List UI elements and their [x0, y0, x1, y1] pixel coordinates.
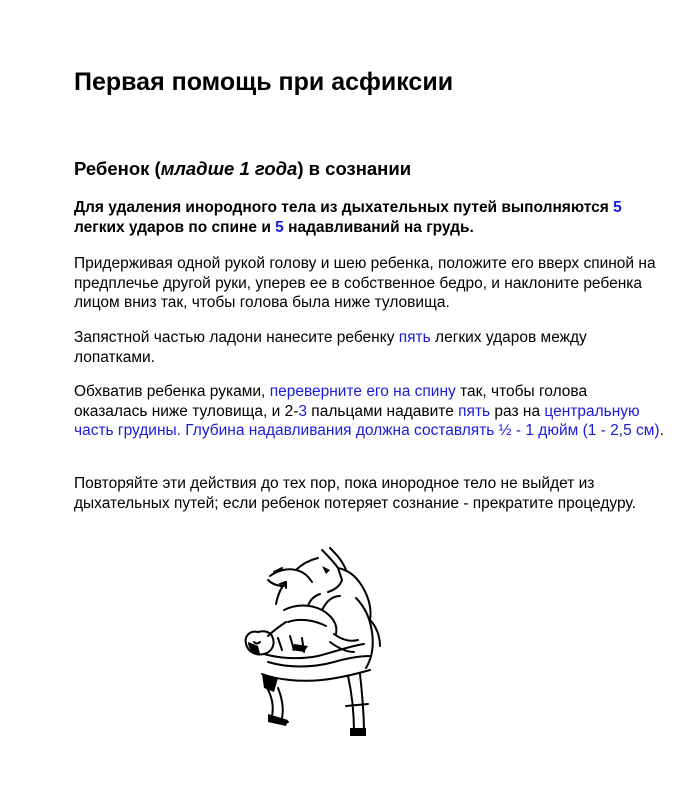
illustration-drawing — [238, 546, 388, 740]
highlight-text: пять — [458, 402, 491, 420]
text-run: Придерживая одной рукой голову и шею ребенка, положите его вверх спиной на предплечье другой руки, уперев ее в собственное бедро, и наклоните ребенка лицом вниз так, чтобы голова была ниже туловища. — [74, 255, 656, 311]
text-run: Повторяйте эти действия до тех пор, пока инородное тело не выйдет из дыхательных путей; если ребенок потеряет сознание - прекратите процедуру. — [74, 475, 636, 512]
highlight-number: 5 — [613, 199, 622, 216]
text-run: Запястной частью ладони нанесите ребенку — [74, 329, 399, 346]
step-paragraph-repeat — [74, 474, 664, 513]
infant-back-blows-illustration — [238, 546, 388, 740]
step-paragraph-chest-thrusts — [74, 382, 664, 441]
page-title: Первая помощь при асфиксии — [74, 68, 454, 96]
text-run: . — [659, 422, 664, 439]
section-heading — [74, 158, 411, 180]
section-heading-age: младше 1 года — [160, 158, 298, 179]
highlight-text: переверните его на спину — [269, 383, 456, 400]
text-run: так, чтобы голова оказалась ниже туловища, и 2- — [74, 383, 588, 420]
text-run: раз на — [490, 402, 545, 420]
highlight-number: 3 — [298, 402, 307, 420]
highlight-text: пять — [398, 329, 431, 346]
intro-paragraph — [74, 198, 664, 237]
highlight-number: 5 — [275, 218, 284, 236]
text-run: надавливаний на грудь. — [283, 218, 474, 236]
step-paragraph-back-blows — [74, 328, 664, 367]
highlight-text: центральную часть грудины. Глубина надавливания должна составлять ½ - 1 дюйм (1 - 2,5 см) — [74, 402, 660, 439]
text-run: Для удаления инородного тела из дыхательных путей выполняются — [74, 199, 614, 216]
section-heading-part: Ребенок ( — [74, 158, 161, 179]
text-run: легких ударов между лопатками. — [74, 329, 587, 366]
step-paragraph-position — [74, 254, 664, 313]
section-heading-part: ) в сознании — [297, 158, 412, 179]
text-run: легких ударов по спине и — [74, 218, 276, 236]
text-run: пальцами надавите — [307, 402, 459, 420]
text-run: Обхватив ребенка руками, — [74, 383, 270, 400]
